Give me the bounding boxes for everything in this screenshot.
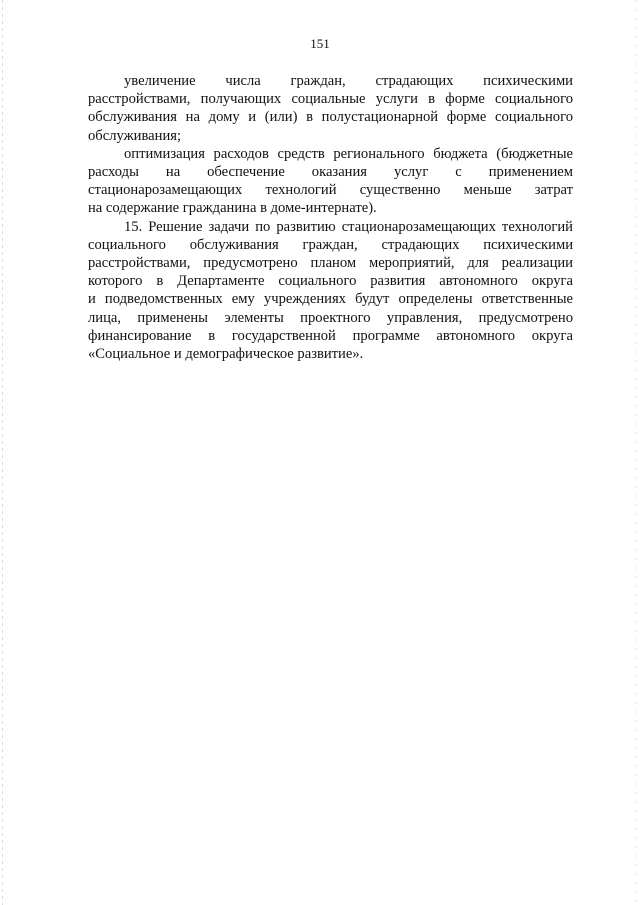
text-line: финансирование в государственной программе автономного округа bbox=[88, 327, 573, 344]
text-line: расстройствами, получающих социальные услуги в форме социального bbox=[88, 91, 573, 108]
text-line: которого в Департаменте социального развития автономного округа bbox=[88, 273, 573, 290]
scan-edge-left bbox=[2, 0, 3, 905]
page-number: 151 bbox=[310, 36, 330, 51]
text-line: расстройствами, предусмотрено планом мероприятий, для реализации bbox=[88, 255, 573, 272]
text-line: обслуживания; bbox=[88, 127, 182, 144]
text-line: обслуживания на дому и (или) в полустационарной форме социального bbox=[88, 109, 573, 126]
text-line: оптимизация расходов средств регионального бюджета (бюджетные bbox=[124, 145, 573, 162]
text-line: увеличение числа граждан, страдающих психическими bbox=[124, 73, 573, 89]
paragraph-2 bbox=[88, 145, 573, 218]
text-line: социального обслуживания граждан, страдающих психическими bbox=[88, 236, 573, 253]
text-line: на содержание гражданина в доме-интернате). bbox=[88, 200, 377, 217]
text-line: расходы на обеспечение оказания услуг с применением bbox=[88, 164, 573, 181]
text-line: «Социальное и демографическое развитие». bbox=[88, 346, 364, 363]
text-line: стационарозамещающих технологий существенно меньше затрат bbox=[88, 182, 573, 199]
text-line: 15. Решение задачи по развитию стационарозамещающих технологий bbox=[124, 218, 573, 235]
body-text bbox=[88, 72, 573, 363]
scan-edge-right bbox=[636, 0, 637, 905]
text-line: лица, применены элементы проектного управления, предусмотрено bbox=[88, 309, 573, 326]
text-line: и подведомственных ему учреждениях будут определены ответственные bbox=[88, 291, 573, 308]
paragraph-3 bbox=[88, 218, 573, 364]
paragraph-1 bbox=[88, 72, 573, 145]
